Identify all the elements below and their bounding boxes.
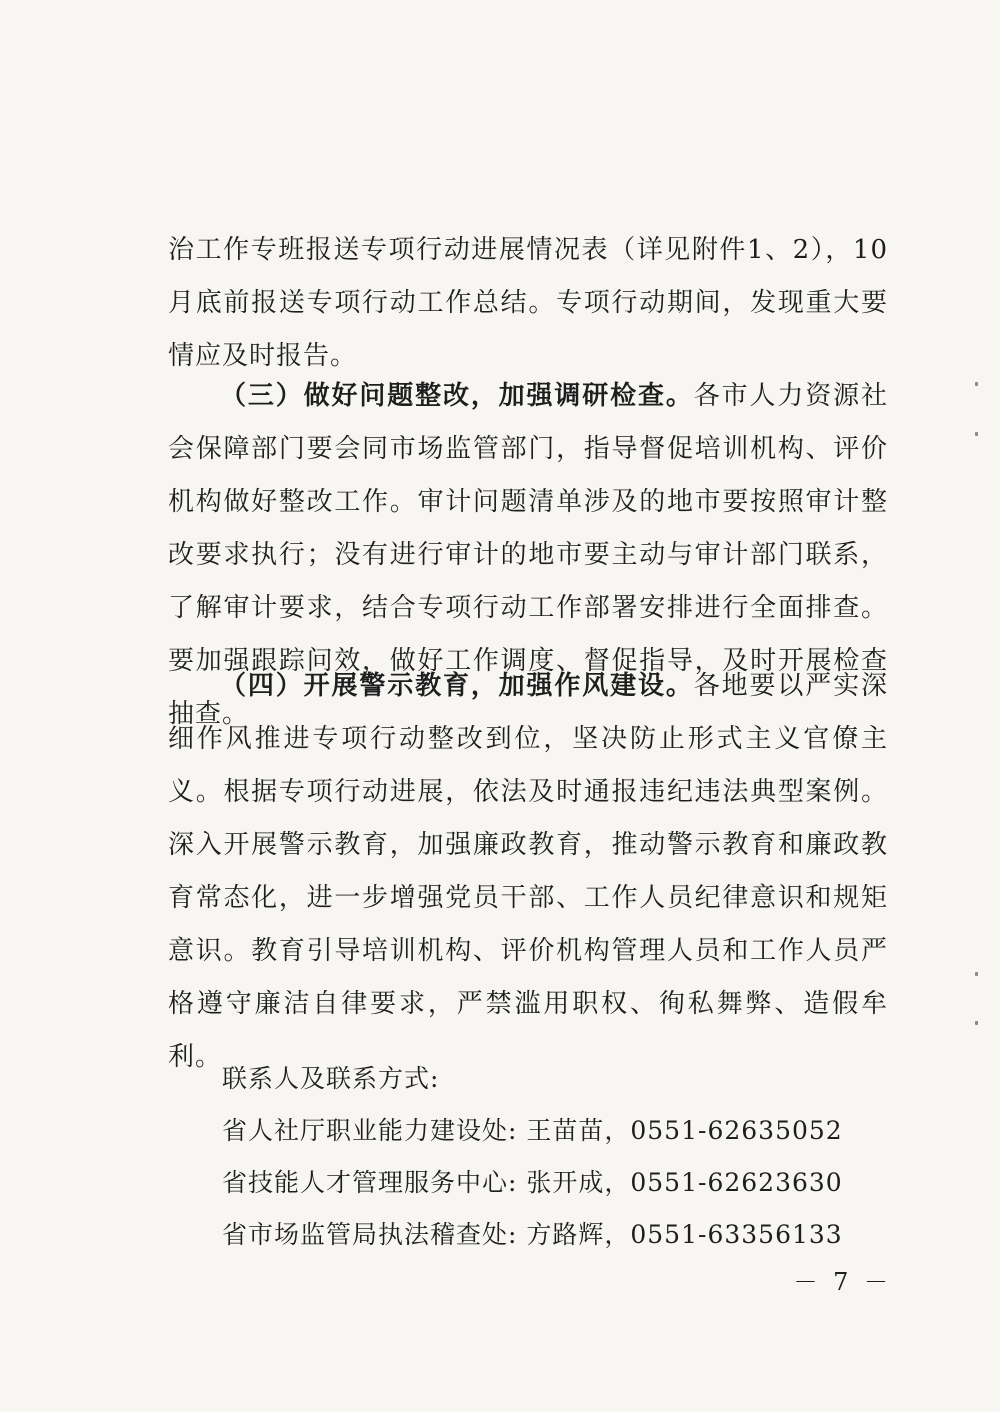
contact-line-1: 省人社厅职业能力建设处: 王苗苗，0551-62635052 [222,1116,843,1145]
contact-line-2: 省技能人才管理服务中心: 张开成，0551-62623630 [222,1168,843,1197]
contact-line-3: 省市场监管局执法稽查处: 方路辉，0551-63356133 [222,1220,843,1249]
section-4-body: 各地要以严实深细作风推进专项行动整改到位，坚决防止形式主义官僚主义。根据专项行动进展，依法及时通报违纪违法典型案例。深入开展警示教育，加强廉政教育，推动警示教育和廉政教育常态化，进一步增强党员干部、工作人员纪律意识和规矩意识。教育引导培训机构、评价机构管理人员和工作人员严格遵守廉洁自律要求，严禁滥用职权、徇私舞弊、造假牟利。 [168,671,888,1072]
page-number: － 7 － [793,1268,892,1296]
paragraph-text: 治工作专班报送专项行动进展情况表（详见附件1、2），10月底前报送专项行动工作总结。专项行动期间，发现重大要情应及时报告。 [168,235,888,371]
scan-speck [975,432,978,436]
section-3-heading: （三）做好问题整改，加强调研检查。 [220,381,694,411]
section-4-heading: （四）开展警示教育，加强作风建设。 [220,671,694,701]
scan-speck [975,972,978,976]
scan-speck [975,1021,978,1025]
paragraph-continuation [168,224,888,383]
section-4-paragraph [168,660,888,1084]
contact-info [222,1053,843,1261]
scan-speck [975,382,978,386]
section-3-body: 各市人力资源社会保障部门要会同市场监管部门，指导督促培训机构、评价机构做好整改工作。审计问题清单涉及的地市要按照审计整改要求执行；没有进行审计的地市要主动与审计部门联系，了解审计要求，结合专项行动工作部署安排进行全面排查。要加强跟踪问效，做好工作调度、督促指导，及时开展检查抽查。 [168,381,888,729]
contact-title: 联系人及联系方式: [222,1064,440,1093]
